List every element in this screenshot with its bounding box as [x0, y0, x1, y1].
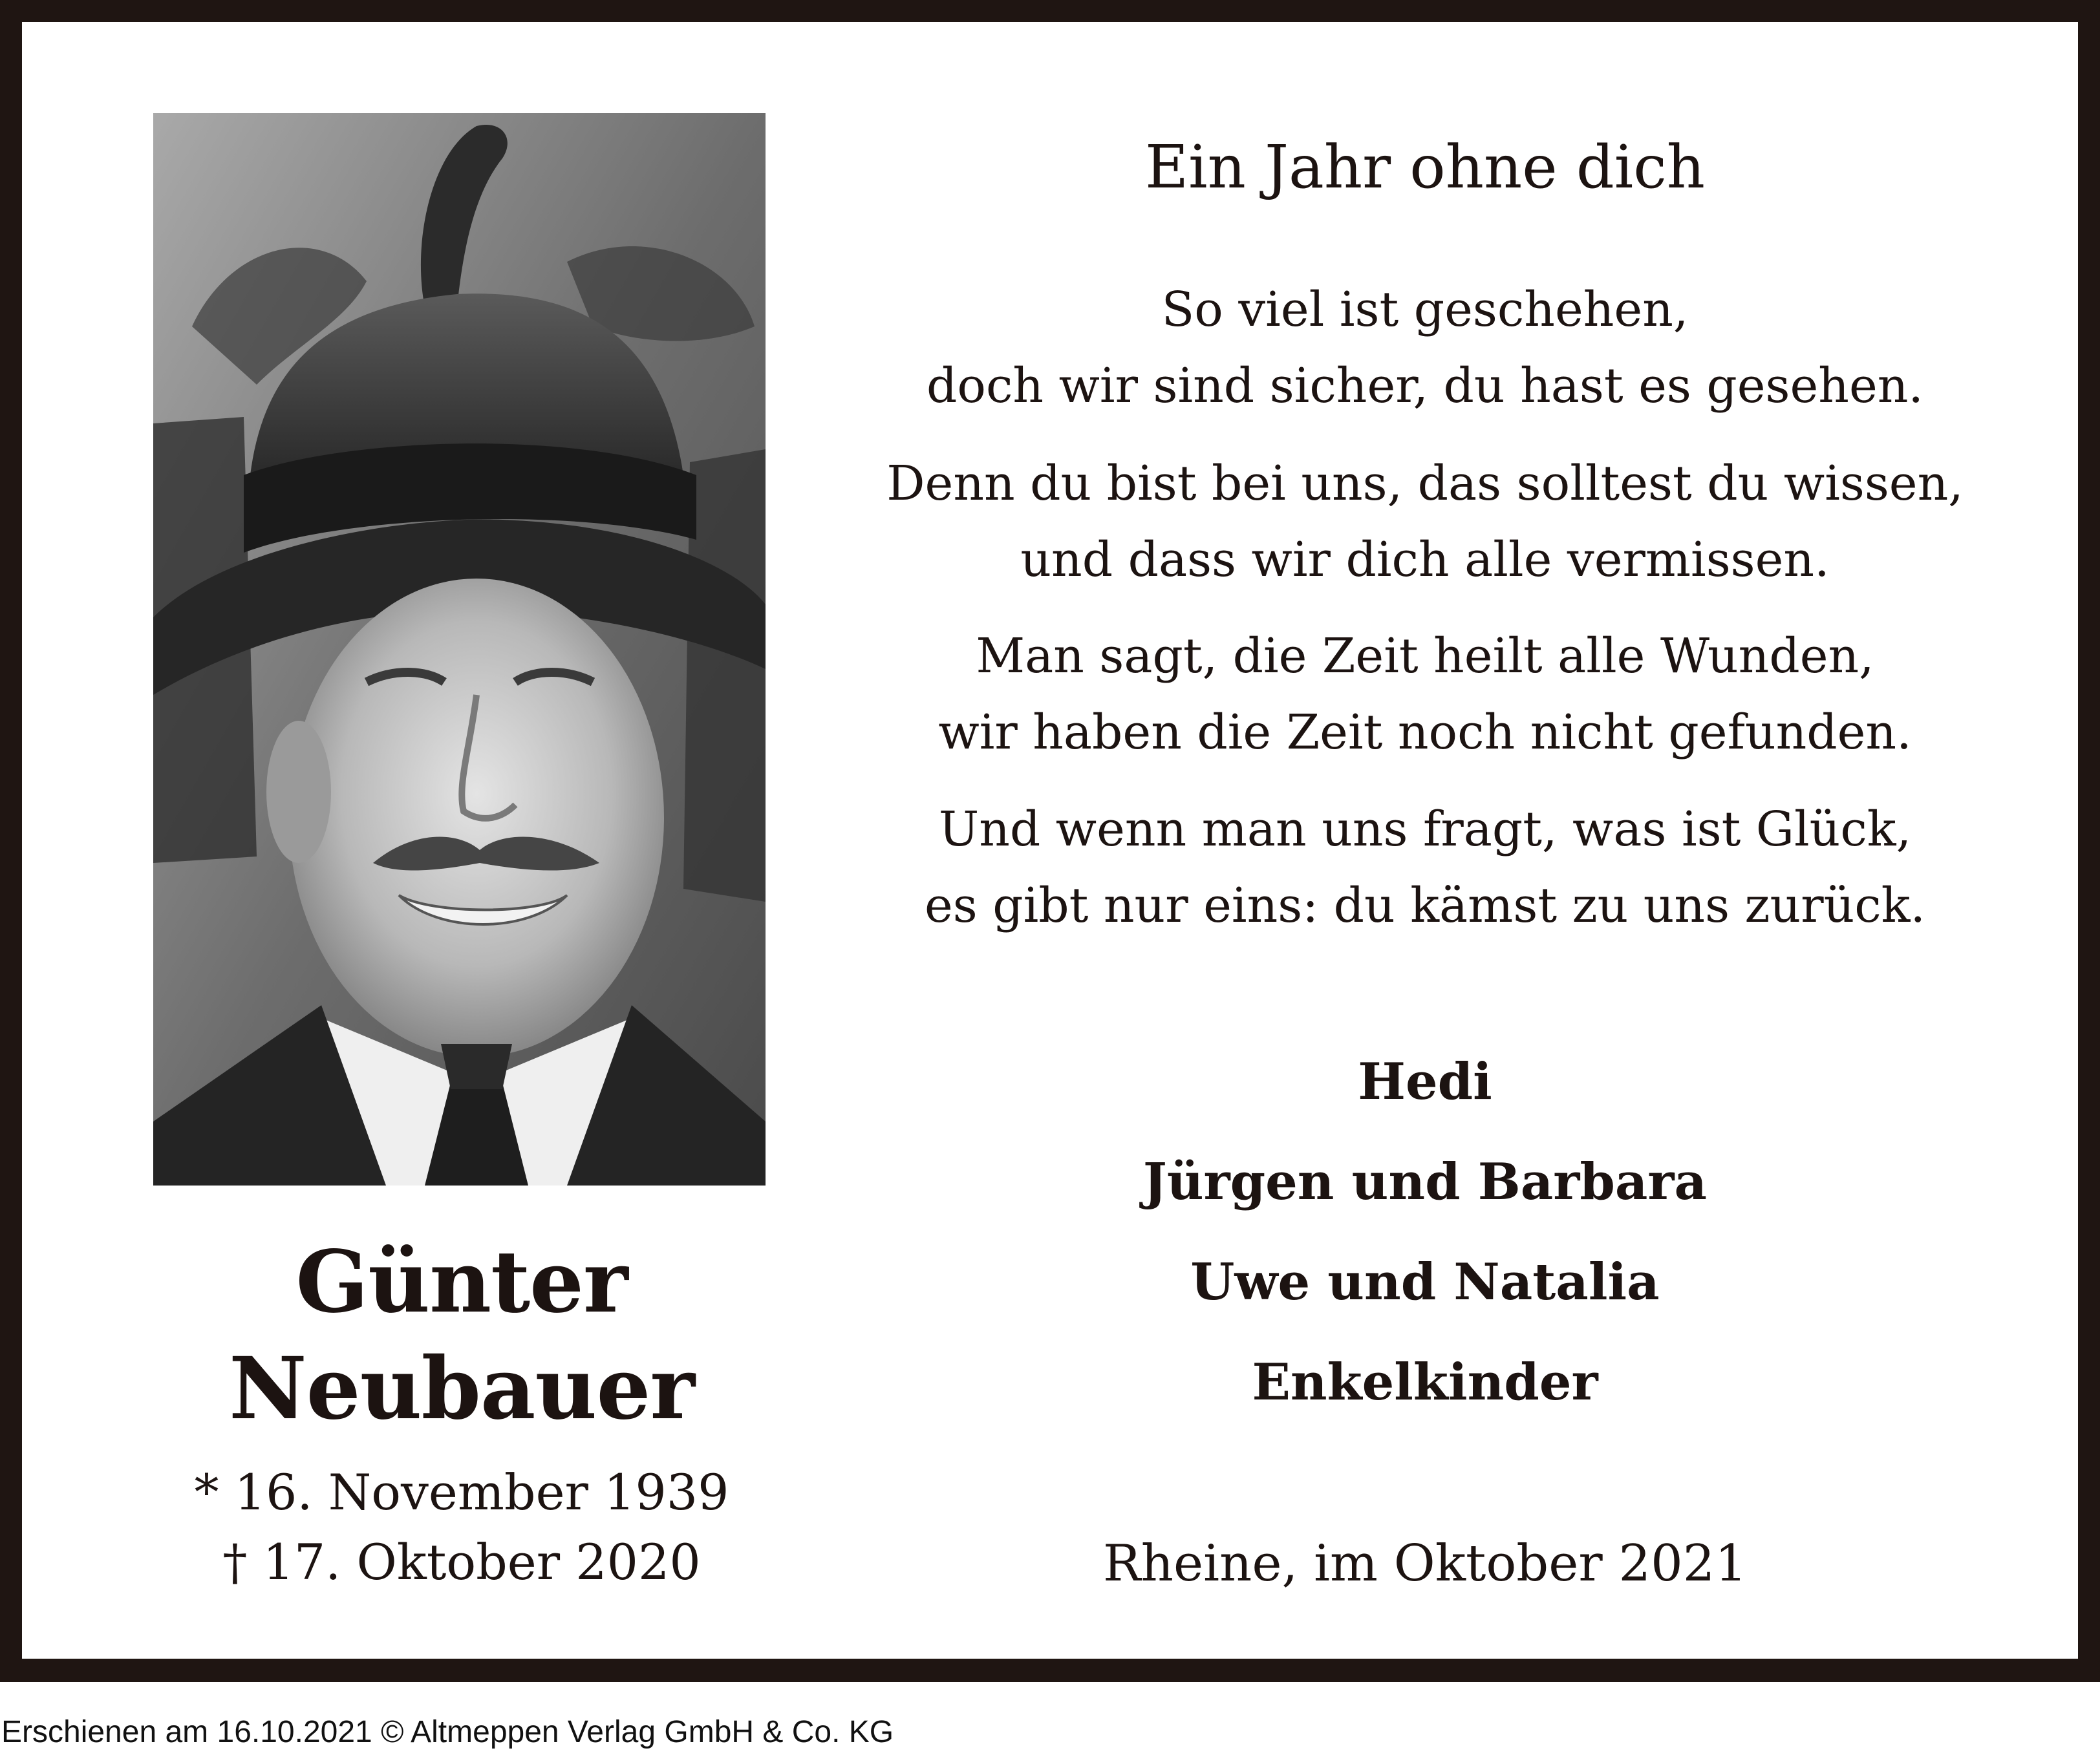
death-date: † 17. Oktober 2020: [222, 1533, 701, 1591]
poem-line: So viel ist geschehen,: [1161, 282, 1689, 337]
poem-line: Man sagt, die Zeit heilt alle Wunden,: [976, 628, 1874, 684]
poem-line: es gibt nur eins: du kämst zu uns zurück.: [924, 878, 1926, 933]
poem-stanza-2: [843, 445, 2007, 598]
deceased-last-name: Neubauer: [229, 1339, 694, 1439]
memorial-heading: Ein Jahr ohne dich: [1145, 133, 1705, 202]
portrait-image: [153, 113, 766, 1186]
poem-line: wir haben die Zeit noch nicht gefunden.: [938, 705, 1912, 760]
place-and-date: Rheine, im Oktober 2021: [1103, 1535, 1747, 1593]
family-member: Jürgen und Barbara: [1142, 1153, 1708, 1211]
family-member: Uwe und Natalia: [1190, 1253, 1660, 1312]
poem-line: Und wenn man uns fragt, was ist Glück,: [938, 802, 1912, 857]
birth-date: * 16. November 1939: [194, 1463, 729, 1521]
poem-line: und dass wir dich alle vermissen.: [1020, 532, 1830, 588]
family-member: Hedi: [1358, 1052, 1492, 1111]
deceased-first-name: Günter: [295, 1232, 628, 1332]
poem-line: doch wir sind sicher, du hast es gesehen.: [927, 358, 1923, 414]
poem-stanza-3: [843, 618, 2007, 771]
publication-footer: Erschienen am 16.10.2021 © Altmeppen Verlag GmbH & Co. KG: [1, 1715, 894, 1749]
poem-stanza-4: [843, 791, 2007, 944]
portrait-photo: [153, 113, 766, 1186]
family-member: Enkelkinder: [1252, 1353, 1598, 1412]
poem-line: Denn du bist bei uns, das solltest du wissen,: [886, 456, 1964, 511]
poem-stanza-1: [843, 271, 2007, 424]
